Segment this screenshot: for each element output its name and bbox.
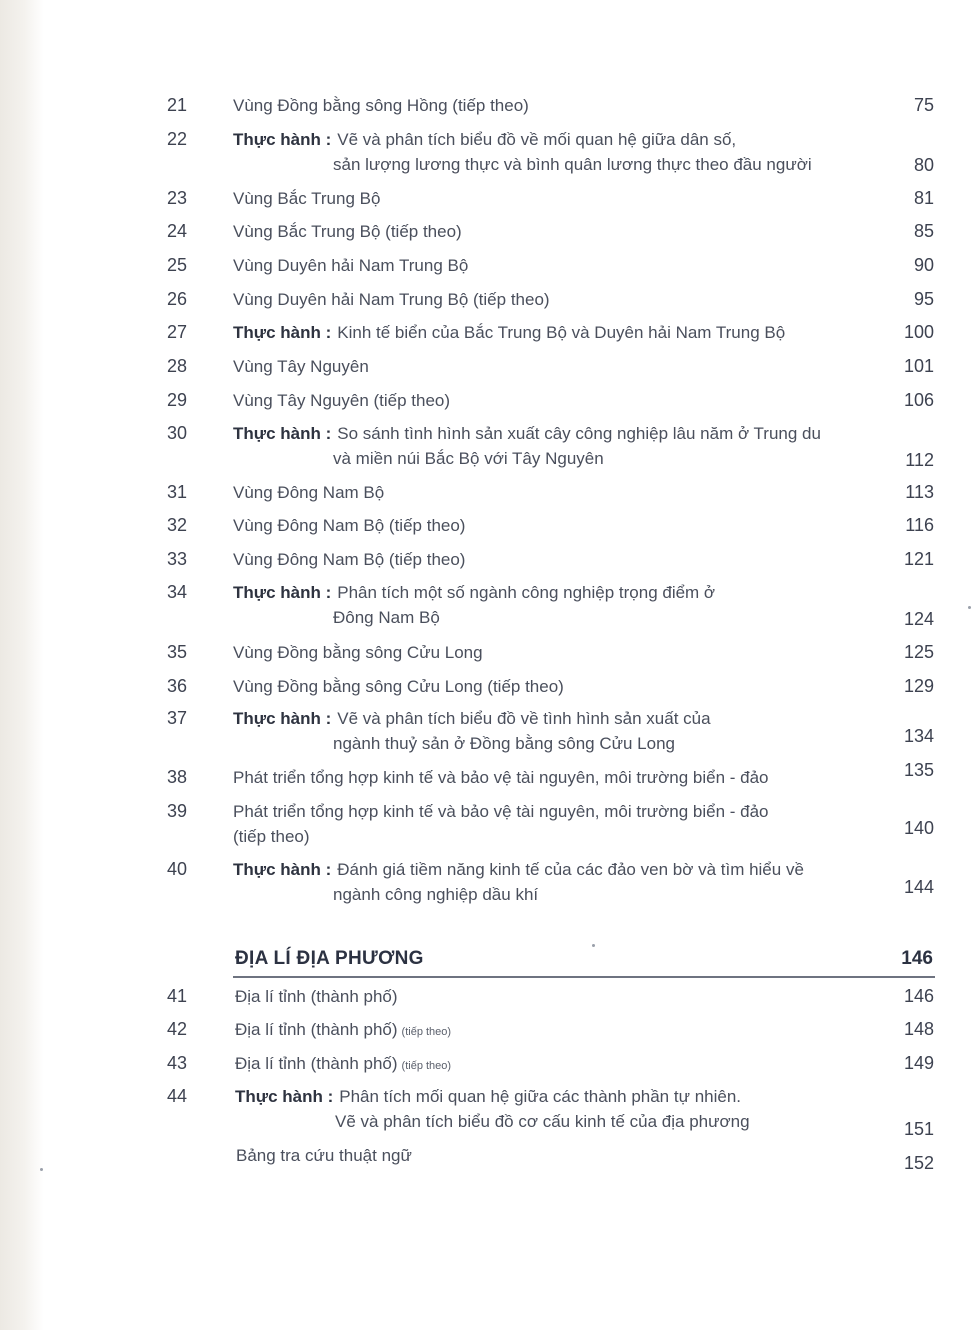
entry-page: 80 (913, 155, 934, 175)
entry-number: 25 (167, 255, 188, 275)
entry-title: Vùng Tây Nguyên (233, 357, 369, 376)
entry-page: 144 (903, 877, 934, 897)
entry-number: 36 (167, 676, 188, 696)
entry-page: 148 (903, 1019, 934, 1039)
glossary-title: Bảng tra cứu thuật ngữ (236, 1146, 412, 1165)
entry-number: 44 (167, 1086, 188, 1106)
continued-note: (tiếp theo) (401, 1060, 452, 1072)
entry-page: 100 (903, 322, 934, 342)
entry-page: 134 (903, 726, 934, 746)
entry-title: Thực hành : Phân tích một số ngành công nghiệp trọng điểm ở Đông Nam Bộ (233, 583, 716, 627)
entry-title: Vùng Đồng bằng sông Cửu Long (233, 643, 483, 662)
practice-label: Thực hành : (233, 424, 332, 443)
scan-speck (968, 606, 971, 609)
entry-page: 121 (903, 549, 934, 569)
entry-title: Thực hành : Phân tích mối quan hệ giữa các thành phần tự nhiên. Vẽ và phân tích biểu đồ cơ cấu kinh tế của địa phương (235, 1087, 750, 1131)
entry-title: Thực hành : Kinh tế biển của Bắc Trung Bộ và Duyên hải Nam Trung Bộ (233, 323, 786, 342)
entry-page: 95 (913, 289, 934, 309)
entry-number: 21 (167, 95, 188, 115)
entry-page: 135 (903, 760, 934, 780)
entry-page: 124 (903, 609, 934, 629)
continued-note: (tiếp theo) (401, 1026, 452, 1038)
page-edge-shadow (0, 0, 44, 1330)
entry-title: Phát triển tổng hợp kinh tế và bảo vệ tài nguyên, môi trường biển - đảo (233, 768, 769, 787)
section-title: ĐỊA LÍ ĐỊA PHƯƠNG (235, 948, 424, 969)
entry-page: 125 (903, 642, 934, 662)
scan-speck (592, 944, 595, 947)
entry-title: Thực hành : Đánh giá tiềm năng kinh tế của các đảo ven bờ và tìm hiểu về ngành công nghiệp dầu khí (233, 860, 804, 904)
entry-title: Vùng Đông Nam Bộ (233, 483, 385, 502)
entry-page: 112 (905, 450, 934, 470)
entry-number: 30 (167, 423, 188, 443)
entry-number: 35 (167, 642, 188, 662)
entry-page: 140 (903, 818, 934, 838)
entry-page: 146 (903, 986, 934, 1006)
entry-title: Thực hành : Vẽ và phân tích biểu đồ về mối quan hệ giữa dân số, sản lượng lương thực và bình quân lương thực theo đầu người (233, 130, 812, 174)
entry-title: Địa lí tỉnh (thành phố) (tiếp theo) (235, 1020, 452, 1039)
entry-title: Vùng Đồng bằng sông Cửu Long (tiếp theo) (233, 677, 564, 696)
entry-page: 129 (903, 676, 934, 696)
entry-title: Phát triển tổng hợp kinh tế và bảo vệ tài nguyên, môi trường biển - đảo (tiếp theo) (233, 802, 769, 846)
section-page: 146 (901, 948, 933, 969)
glossary-page: 152 (903, 1153, 934, 1173)
entry-number: 22 (167, 129, 188, 149)
entry-number: 27 (167, 322, 188, 342)
entry-title: Địa lí tỉnh (thành phố) (235, 987, 398, 1006)
entry-number: 24 (167, 221, 188, 241)
entry-number: 41 (167, 986, 188, 1006)
entry-number: 42 (167, 1019, 188, 1039)
entry-number: 33 (167, 549, 188, 569)
entry-number: 34 (167, 582, 188, 602)
entry-title: Vùng Đông Nam Bộ (tiếp theo) (233, 550, 466, 569)
practice-label: Thực hành : (235, 1087, 334, 1106)
entry-number: 39 (167, 801, 188, 821)
entry-title: Thực hành : Vẽ và phân tích biểu đồ về tình hình sản xuất của ngành thuỷ sản ở Đồng bằng sông Cửu Long (233, 709, 711, 753)
entry-title: Địa lí tỉnh (thành phố) (tiếp theo) (235, 1054, 452, 1073)
entry-title: Vùng Tây Nguyên (tiếp theo) (233, 391, 451, 410)
entry-title: Vùng Đồng bằng sông Hồng (tiếp theo) (233, 96, 529, 115)
entry-number: 28 (167, 356, 188, 376)
entry-title: Vùng Bắc Trung Bộ (tiếp theo) (233, 222, 462, 241)
entry-title: Vùng Bắc Trung Bộ (233, 189, 381, 208)
entry-title: Vùng Duyên hải Nam Trung Bộ (tiếp theo) (233, 290, 550, 309)
entry-page: 113 (905, 482, 934, 502)
entry-page: 85 (913, 221, 934, 241)
entry-number: 32 (167, 515, 188, 535)
entry-page: 101 (903, 356, 934, 376)
entry-page: 81 (913, 188, 934, 208)
scan-speck (40, 1168, 43, 1171)
entry-title: Thực hành : So sánh tình hình sản xuất cây công nghiệp lâu năm ở Trung du và miền núi Bắc Bộ với Tây Nguyên (233, 424, 821, 468)
entry-page: 75 (913, 95, 934, 115)
practice-label: Thực hành : (233, 323, 332, 342)
entry-number: 37 (167, 708, 188, 728)
section-header[interactable] (233, 946, 935, 978)
entry-number: 23 (167, 188, 188, 208)
entry-number: 40 (167, 859, 188, 879)
entry-number: 26 (167, 289, 188, 309)
entry-title: Vùng Duyên hải Nam Trung Bộ (233, 256, 469, 275)
entry-page: 151 (903, 1119, 934, 1139)
entry-page: 116 (905, 515, 934, 535)
entry-number: 38 (167, 767, 188, 787)
practice-label: Thực hành : (233, 709, 332, 728)
practice-label: Thực hành : (233, 583, 332, 602)
entry-number: 31 (167, 482, 188, 502)
entry-page: 106 (903, 390, 934, 410)
practice-label: Thực hành : (233, 130, 332, 149)
entry-page: 90 (913, 255, 934, 275)
practice-label: Thực hành : (233, 860, 332, 879)
entry-number: 43 (167, 1053, 188, 1073)
entry-page: 149 (903, 1053, 934, 1073)
entry-title: Vùng Đông Nam Bộ (tiếp theo) (233, 516, 466, 535)
entry-number: 29 (167, 390, 188, 410)
